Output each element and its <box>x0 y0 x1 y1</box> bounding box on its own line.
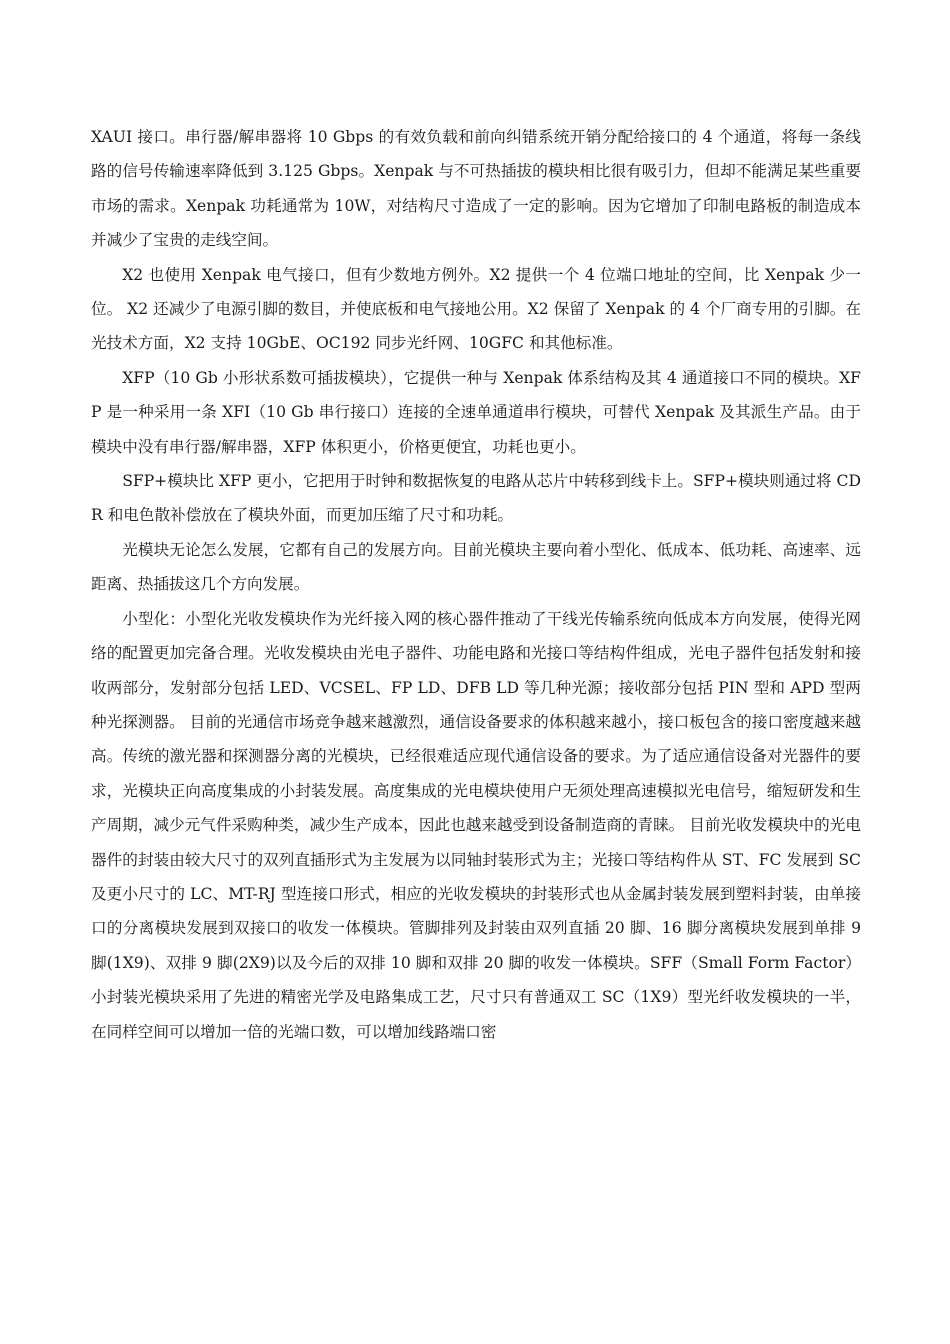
paragraph-xaui-continuation: XAUI 接口。串行器/解串器将 10 Gbps 的有效负载和前向纠错系统开销分配给接口的 4 个通道，将每一条线路的信号传输速率降低到 3.125 Gbps。Xenpak 与不可热插拔的模块相比很有吸引力，但却不能满足某些重要市场的需求。Xenpak 功耗通常为 10W，对结构尺寸造成了一定的影响。因为它增加了印制电路板的制造成本并减少了宝贵的走线空间。 <box>91 128 861 250</box>
document-body <box>91 120 861 1049</box>
paragraph-development-direction: 光模块无论怎么发展，它都有自己的发展方向。目前光模块主要向着小型化、低成本、低功耗、高速率、远距离、热插拔这几个方向发展。 <box>91 540 861 594</box>
paragraph-x2: X2 也使用 Xenpak 电气接口，但有少数地方例外。X2 提供一个 4 位端口地址的空间，比 Xenpak 少一位。 X2 还减少了电源引脚的数目，并使底板和电气接地公用。X2 保留了 Xenpak 的 4 个厂商专用的引脚。在光技术方面，X2 支持 10GbE、OC192 同步光纤网、10GFC 和其他标准。 <box>91 265 862 353</box>
paragraph-sfp-plus: SFP+模块比 XFP 更小，它把用于时钟和数据恢复的电路从芯片中转移到线卡上。SFP+模块则通过将 CDR 和电色散补偿放在了模块外面，而更加压缩了尺寸和功耗。 <box>91 472 861 525</box>
paragraph-xfp: XFP（10 Gb 小形状系数可插拔模块），它提供一种与 Xenpak 体系结构及其 4 通道接口不同的模块。XFP 是一种采用一条 XFI（10 Gb 串行接口）连接的全速单通道串行模块，可替代 Xenpak 及其派生产品。由于模块中没有串行器/解串器，XFP 体积更小，价格更便宜，功耗也更小。 <box>91 368 861 456</box>
paragraph-miniaturization: 小型化：小型化光收发模块作为光纤接入网的核心器件推动了干线光传输系统向低成本方向发展，使得光网络的配置更加完备合理。光收发模块由光电子器件、功能电路和光接口等结构件组成，光电子器件包括发射和接收两部分，发射部分包括 LED、VCSEL、FP LD、DFB LD 等几种光源；接收部分包括 PIN 型和 APD 型两种光探测器。 目前的光通信市场竞争越来越激烈，通信设备要求的体积越来越小，接口板包含的接口密度越来越高。传统的激光器和探测器分离的光模块，已经很难适应现代通信设备的要求。为了适应通信设备对光器件的要求，光模块正向高度集成的小封装发展。高度集成的光电模块使用户无须处理高速模拟光电信号，缩短研发和生产周期，减少元气件采购种类，减少生产成本，因此也越来越受到设备制造商的青睐。 目前光收发模块中的光电器件的封装由较大尺寸的双列直插形式为主发展为以同轴封装形式为主；光接口等结构件从 ST、FC 发展到 SC 及更小尺寸的 LC、MT-RJ 型连接口形式，相应的光收发模块的封装形式也从金属封装发展到塑料封装，由单接口的分离模块发展到双接口的收发一体模块。管脚排列及封装由双列直插 20 脚、16 脚分离模块发展到单排 9 脚(1X9)、双排 9 脚(2X9)以及今后的双排 10 脚和双排 20 脚的收发一体模块。SFF（Small Form Factor）小封装光模块采用了先进的精密光学及电路集成工艺，尺寸只有普通双工 SC（1X9）型光纤收发模块的一半，在同样空间可以增加一倍的光端口数，可以增加线路端口密 <box>91 609 861 1041</box>
